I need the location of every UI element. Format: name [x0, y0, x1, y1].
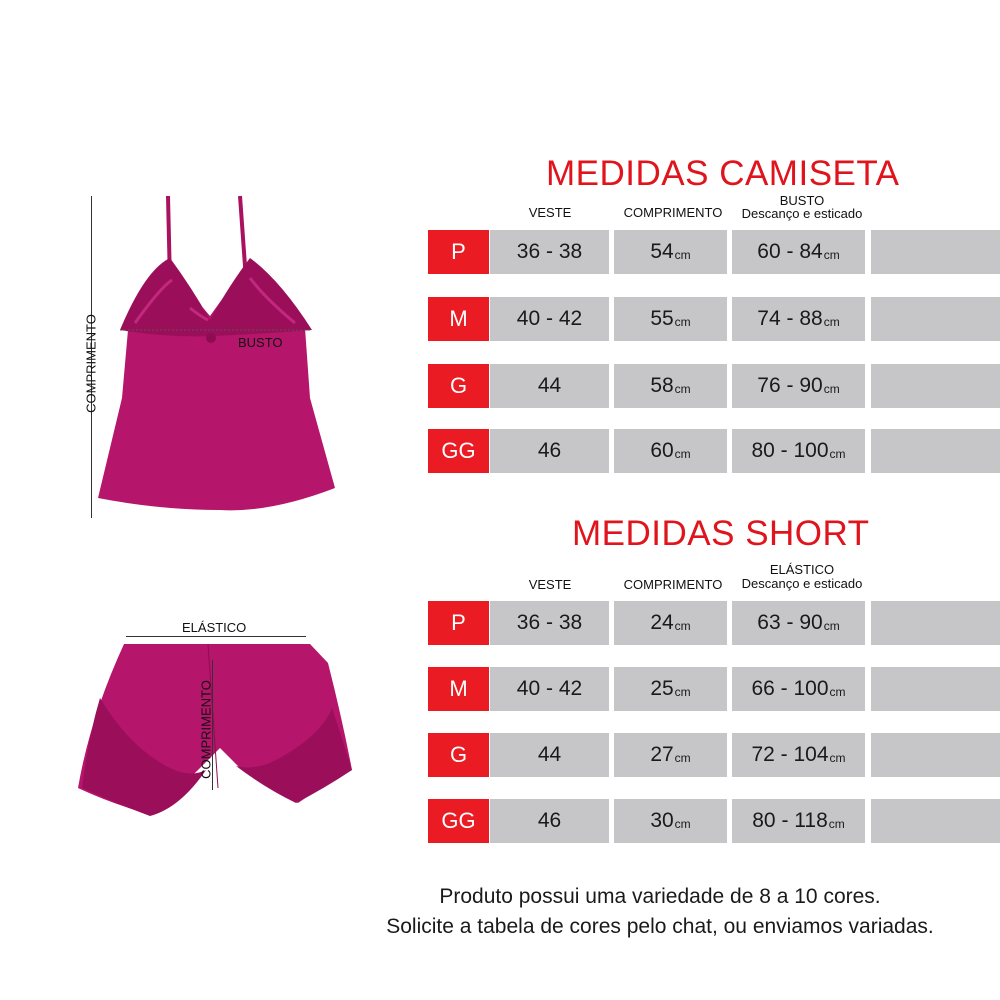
comprimento-cell: 58 cm [614, 364, 727, 408]
camiseta-title: MEDIDAS CAMISETA [546, 154, 900, 193]
shorts-image [70, 638, 370, 828]
elastico-label: ELÁSTICO [182, 620, 247, 635]
busto-cell: 76 - 90 cm [732, 364, 865, 408]
comprimento-cell: 60 cm [614, 429, 727, 473]
size-badge: M [428, 667, 489, 711]
short-title: MEDIDAS SHORT [572, 514, 870, 553]
short-comprimento-label: COMPRIMENTO [198, 680, 214, 779]
footer-note [330, 882, 990, 942]
size-badge: G [428, 364, 489, 408]
busto-cell: 74 - 88 cm [732, 297, 865, 341]
short-comprimento-header: COMPRIMENTO [623, 577, 723, 592]
elastico-cell: 63 - 90 cm [732, 601, 865, 645]
size-badge: P [428, 601, 489, 645]
size-badge: GG [428, 799, 489, 843]
comprimento-cell: 27 cm [614, 733, 727, 777]
veste-cell: 46 [490, 799, 609, 843]
empty-cell [871, 799, 1000, 843]
short-elastic-line [126, 636, 306, 637]
busto-cell: 80 - 100 cm [732, 429, 865, 473]
empty-cell [871, 230, 1000, 274]
footer-line-1: Produto possui uma variedade de 8 a 10 cores. [439, 885, 881, 908]
busto-cell: 60 - 84 cm [732, 230, 865, 274]
camisole-image [90, 188, 350, 518]
comprimento-cell: 30 cm [614, 799, 727, 843]
veste-cell: 40 - 42 [490, 297, 609, 341]
empty-cell [871, 297, 1000, 341]
veste-cell: 44 [490, 364, 609, 408]
short-elastico-header: ELÁSTICO [769, 562, 835, 577]
camiseta-veste-header: VESTE [528, 205, 572, 220]
empty-cell [871, 429, 1000, 473]
size-badge: P [428, 230, 489, 274]
size-badge: GG [428, 429, 489, 473]
empty-cell [871, 733, 1000, 777]
footer-line-2: Solicite a tabela de cores pelo chat, ou enviamos variadas. [386, 915, 934, 938]
comprimento-cell: 24 cm [614, 601, 727, 645]
camiseta-busto-subheader: Descanço e esticado [741, 206, 863, 221]
size-badge: G [428, 733, 489, 777]
veste-cell: 36 - 38 [490, 601, 609, 645]
camiseta-comprimento-label: COMPRIMENTO [83, 314, 99, 413]
camiseta-busto-header: BUSTO [779, 193, 825, 208]
empty-cell [871, 364, 1000, 408]
elastico-cell: 72 - 104 cm [732, 733, 865, 777]
comprimento-cell: 25 cm [614, 667, 727, 711]
veste-cell: 36 - 38 [490, 230, 609, 274]
veste-cell: 44 [490, 733, 609, 777]
camiseta-comprimento-header: COMPRIMENTO [623, 205, 723, 220]
comprimento-cell: 55 cm [614, 297, 727, 341]
busto-label: BUSTO [238, 335, 283, 350]
comprimento-cell: 54 cm [614, 230, 727, 274]
empty-cell [871, 667, 1000, 711]
veste-cell: 40 - 42 [490, 667, 609, 711]
short-veste-header: VESTE [528, 577, 572, 592]
elastico-cell: 80 - 118 cm [732, 799, 865, 843]
short-elastico-subheader: Descanço e esticado [741, 576, 863, 591]
empty-cell [871, 601, 1000, 645]
size-badge: M [428, 297, 489, 341]
veste-cell: 46 [490, 429, 609, 473]
elastico-cell: 66 - 100 cm [732, 667, 865, 711]
